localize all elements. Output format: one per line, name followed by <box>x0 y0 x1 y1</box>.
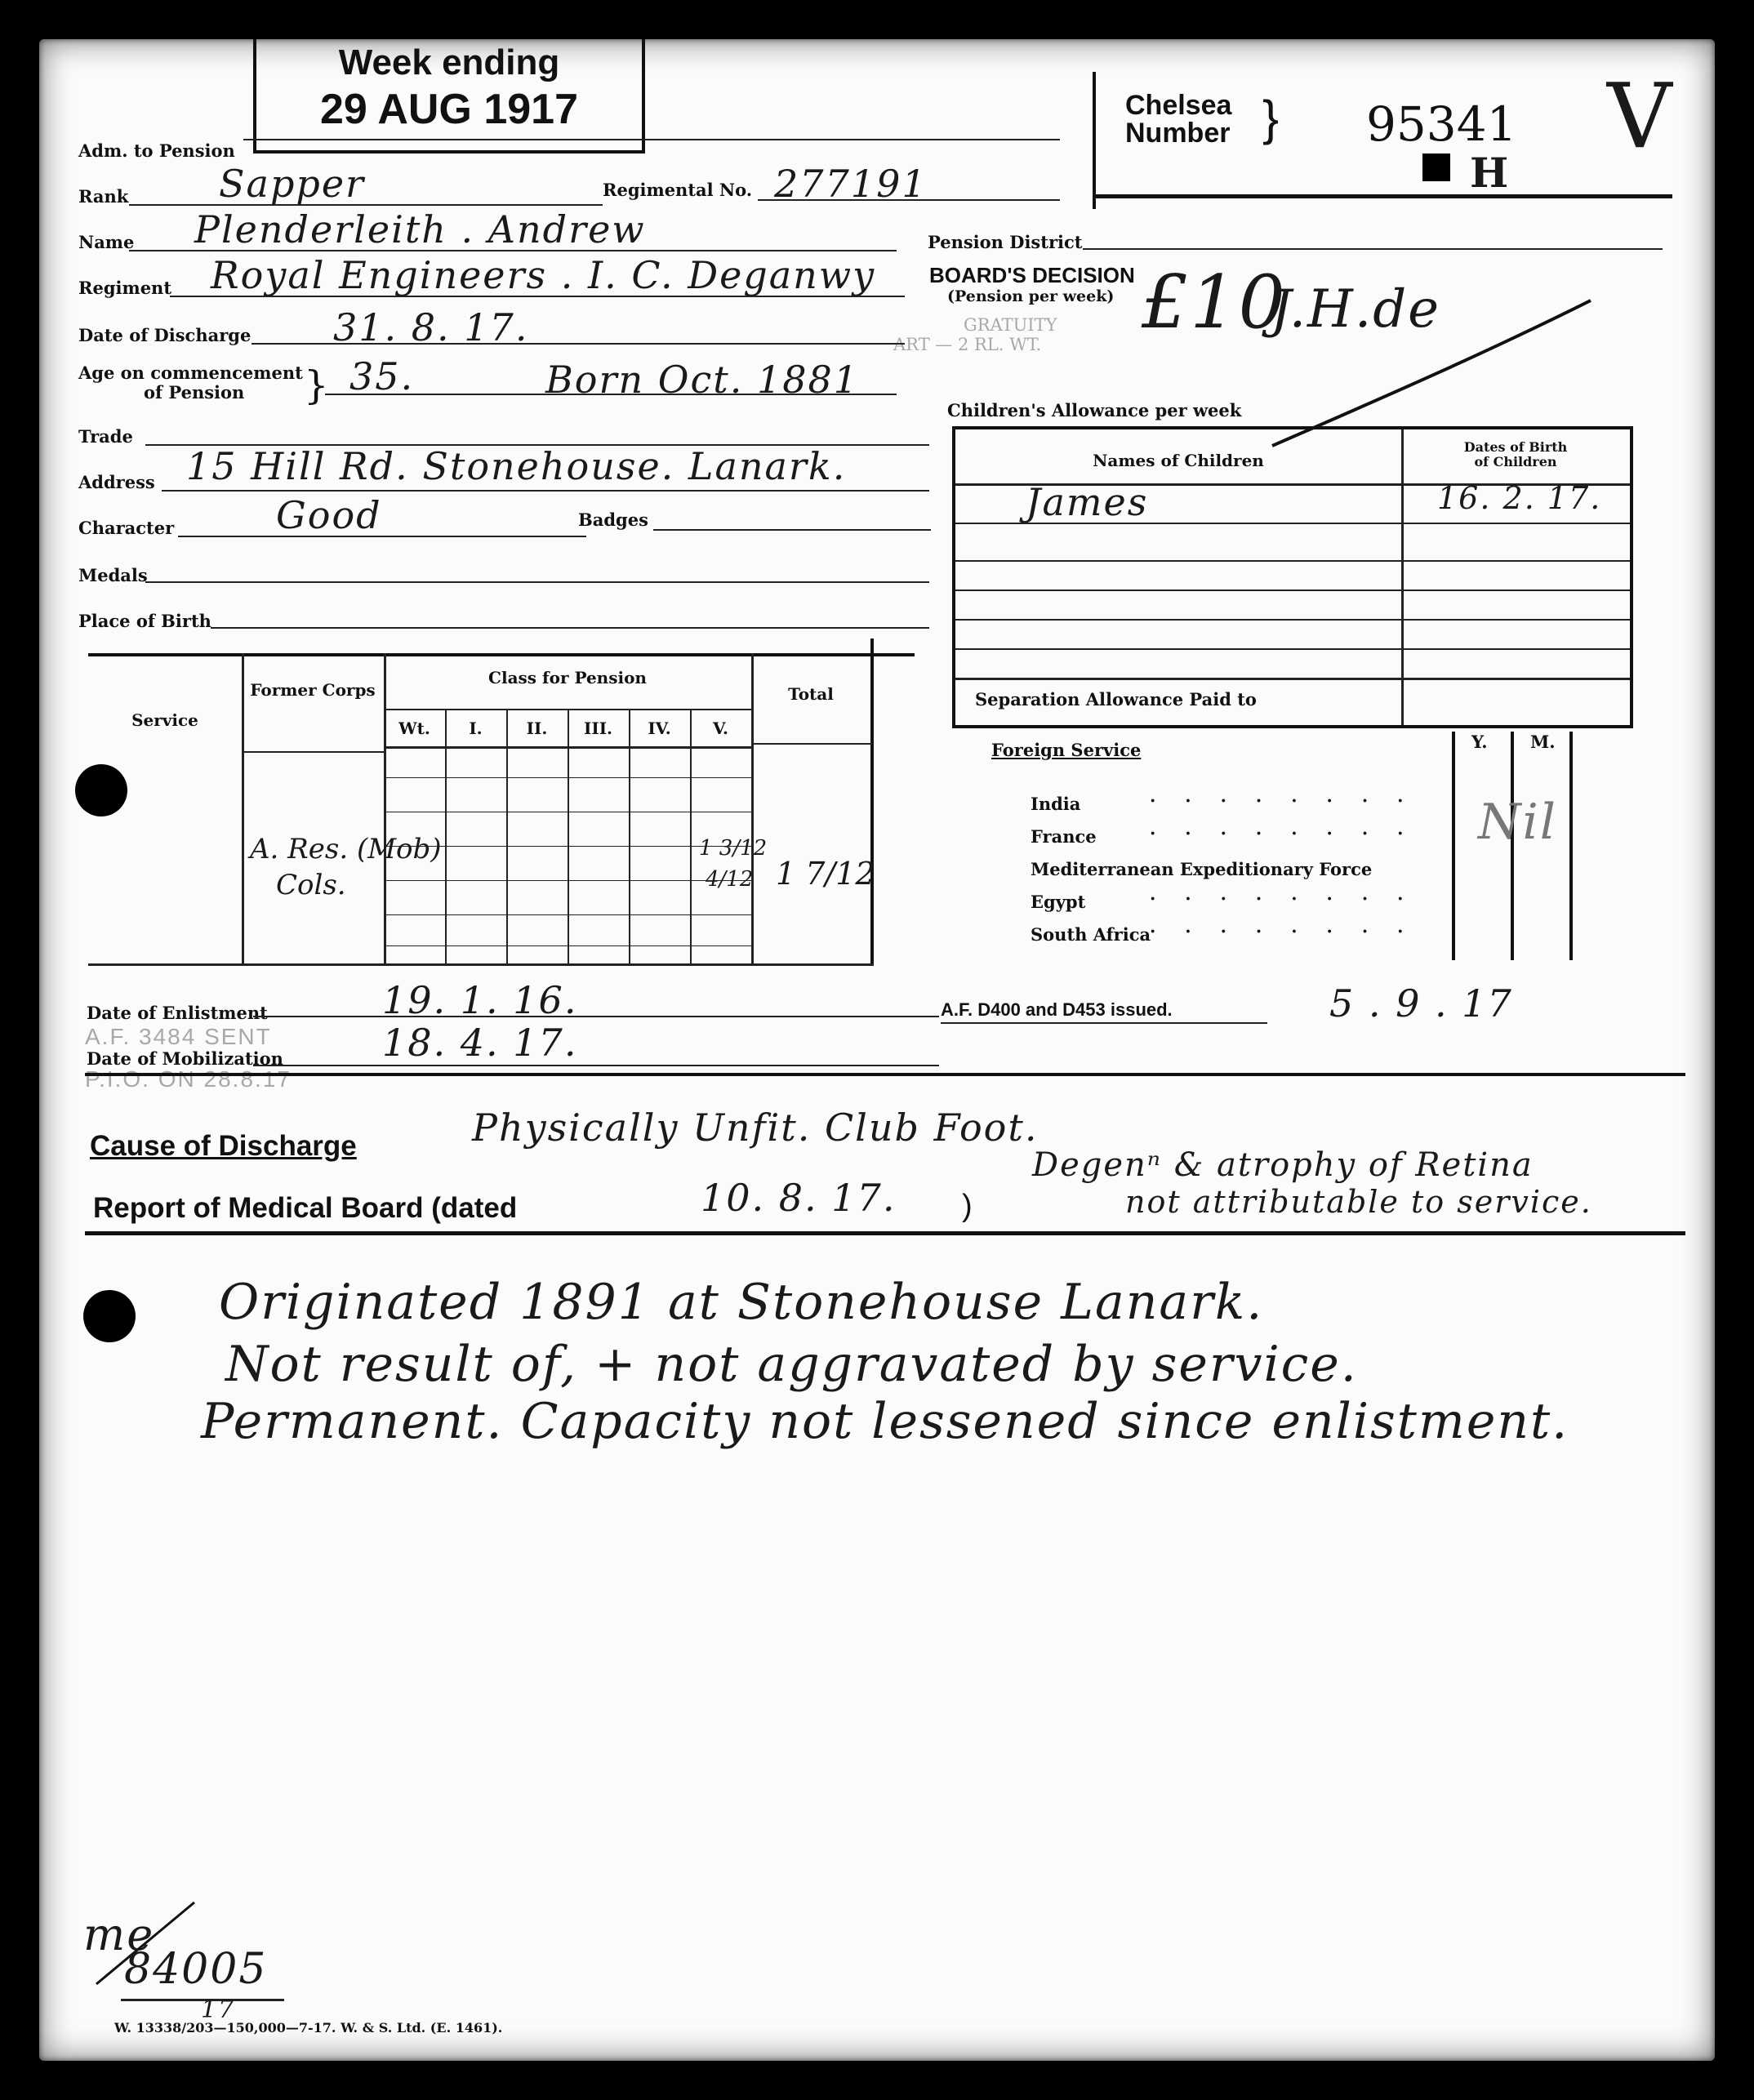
service-table-right <box>870 638 874 965</box>
regiment-line <box>170 296 905 297</box>
former-corps-header-rule <box>242 751 385 753</box>
foreign-service-row-dots: ········ <box>1150 790 1433 811</box>
trade-label: Trade <box>78 426 133 447</box>
medical-board-date: 10. 8. 17. <box>701 1176 897 1220</box>
punch-hole-bottom <box>83 1290 136 1342</box>
total-value: 1 7/12 <box>776 856 875 892</box>
total-header: Total <box>788 684 834 704</box>
chelsea-suffix: H <box>1470 149 1511 197</box>
decision-value: £10 <box>1142 260 1287 345</box>
gratuity-stamp: GRATUITY <box>964 315 1057 335</box>
former-corps-header <box>242 679 384 701</box>
date-of-mobilization-line <box>253 1065 939 1066</box>
report-bottom-rule <box>85 1231 1685 1235</box>
date-of-mobilization-value: 18. 4. 17. <box>382 1021 578 1065</box>
bottom-initials: me <box>83 1909 155 1960</box>
report-close-paren: ) <box>962 1189 973 1223</box>
age-line <box>325 394 897 395</box>
week-ending-stamp <box>253 39 645 153</box>
date-of-discharge-value: 31. 8. 17. <box>333 305 529 349</box>
character-line <box>178 536 586 537</box>
pension-per-week-label: (Pension per week) <box>947 287 1115 305</box>
name-value: Plenderleith . Andrew <box>194 207 646 251</box>
report-line-3: Permanent. Capacity not lessened since enlistment. <box>201 1393 1569 1450</box>
decision-initials: J.H.de <box>1271 279 1441 340</box>
former-corps-value-1: A. Res. (Mob) <box>250 833 442 865</box>
children-row-rule <box>955 590 1630 591</box>
punch-hole-top <box>75 764 127 816</box>
children-row-rule <box>955 648 1630 650</box>
class-col-divider <box>568 709 569 965</box>
rank-line <box>129 204 603 206</box>
service-table-top <box>88 653 915 656</box>
class-col-header: I. <box>469 719 483 738</box>
af-issued-underline <box>941 1022 1267 1024</box>
adm-to-pension-label: Adm. to Pension <box>78 140 235 161</box>
class-col-divider <box>690 709 692 965</box>
separation-allowance-label: Separation Allowance Paid to <box>975 689 1257 710</box>
number-label: Number <box>1125 118 1231 149</box>
class-col-header: III. <box>583 719 613 738</box>
af-issued-label: A.F. D400 and D453 issued. <box>941 999 1173 1020</box>
age-label-line1: Age on commencement <box>78 363 303 383</box>
service-table-bottom <box>88 963 874 966</box>
name-label: Name <box>78 232 135 252</box>
date-of-mobilization-label: Date of Mobilization <box>87 1048 283 1069</box>
born-value: Born Oct. 1881 <box>545 358 860 402</box>
date-of-enlistment-value: 19. 1. 16. <box>382 978 578 1022</box>
af-3484-stamp: A.F. 3484 SENT <box>85 1024 272 1049</box>
children-names-header: Names of Children <box>1093 451 1264 470</box>
class-col-header: IV. <box>648 719 671 738</box>
regiment-label: Regiment <box>78 278 172 298</box>
class-col-header: II. <box>526 719 548 738</box>
character-value: Good <box>276 493 382 537</box>
report-line-1: Originated 1891 at Stonehouse Lanark. <box>219 1274 1264 1331</box>
badges-label: Badges <box>578 509 648 530</box>
foreign-service-row-label: South Africa <box>1031 924 1151 945</box>
foreign-service-row-label: India <box>1031 794 1081 814</box>
class-col-header: V. <box>713 719 728 738</box>
class-row-rule <box>384 914 751 915</box>
week-ending-label: Week ending <box>338 42 560 82</box>
boards-decision-label: BOARD'S DECISION <box>929 263 1135 287</box>
class-col-divider <box>445 709 447 965</box>
pension-district-label: Pension District <box>928 232 1083 252</box>
cause-line-1: Physically Unfit. Club Foot. <box>472 1106 1039 1150</box>
check-mark: V <box>1607 64 1674 168</box>
rank-label: Rank <box>78 186 129 207</box>
foreign-service-value: Nil <box>1478 794 1557 851</box>
class-row-rule <box>384 945 751 946</box>
adm-to-pension-line <box>243 139 1060 140</box>
class-col-header: Wt. <box>398 719 430 738</box>
childrens-allowance-label: Children's Allowance per week <box>947 400 1242 420</box>
pio-stamp: P.I.O. ON 28.8.17 <box>85 1066 292 1092</box>
children-table <box>952 426 1633 728</box>
children-row-rule <box>955 678 1630 680</box>
gratuity-note: ART — 2 RL. WT. <box>893 335 1042 354</box>
foreign-service-row-label: Egypt <box>1031 892 1086 912</box>
class-col-divider <box>506 709 508 965</box>
foreign-col-y: Y. <box>1471 732 1488 752</box>
cause-of-discharge-label: Cause of Discharge <box>90 1130 357 1162</box>
chelsea-box-bottom <box>1093 194 1672 198</box>
week-ending-date: 29 AUG 1917 <box>319 86 579 133</box>
report-line-2: Not result of, + not aggravated by service. <box>225 1336 1358 1393</box>
cause-line-2: Degenⁿ & atrophy of Retina <box>1032 1146 1534 1184</box>
children-row-rule <box>955 619 1630 621</box>
address-label: Address <box>78 472 155 492</box>
foreign-service-row-label: France <box>1031 826 1097 847</box>
age-value: 35. <box>349 354 415 398</box>
foreign-service-header: Foreign Service <box>991 740 1142 760</box>
child-dob: 16. 2. 17. <box>1437 480 1602 516</box>
regimental-no-line <box>758 199 1060 201</box>
foreign-col-m: M. <box>1530 732 1556 752</box>
report-medical-board-label: Report of Medical Board (dated <box>93 1192 518 1224</box>
date-of-discharge-line <box>252 343 905 345</box>
regiment-value: Royal Engineers . I. C. Deganwy <box>211 253 876 297</box>
date-of-enlistment-label: Date of Enlistment <box>87 1003 268 1023</box>
children-row-rule <box>955 560 1630 562</box>
address-line <box>162 490 929 492</box>
child-name: James <box>1026 480 1149 524</box>
regimental-no-label: Regimental No. <box>603 180 753 200</box>
chelsea-brace: } <box>1262 91 1280 145</box>
foreign-service-row-dots: ········ <box>1150 823 1433 843</box>
former-corps-col-divider <box>384 653 386 965</box>
address-value: 15 Hill Rd. Stonehouse. Lanark. <box>186 444 847 488</box>
former-corps-text: Former Corps <box>250 680 376 700</box>
place-of-birth-label: Place of Birth <box>78 611 211 631</box>
class-v-value-2: 4/12 <box>706 867 754 892</box>
character-label: Character <box>78 518 175 538</box>
af-issued-date: 5 . 9 . 17 <box>1329 981 1513 1026</box>
service-header: Service <box>131 710 198 730</box>
printer-line: W. 13338/203—150,000—7-17. W. & S. Ltd. (E. 1461). <box>114 2020 503 2035</box>
rank-value: Sapper <box>219 162 366 206</box>
age-label-line2: of Pension <box>144 382 245 403</box>
age-brace: } <box>304 363 329 408</box>
former-corps-value-2: Cols. <box>276 869 346 901</box>
regimental-no-value: 277191 <box>774 162 928 206</box>
medals-line <box>145 581 929 583</box>
class-v-value-1: 1 3/12 <box>699 836 768 861</box>
date-of-enlistment-line <box>253 1016 939 1017</box>
black-square-mark <box>1422 153 1450 181</box>
date-of-discharge-label: Date of Discharge <box>78 325 252 345</box>
children-divider <box>1401 429 1404 725</box>
foreign-col-line-3 <box>1569 732 1573 960</box>
foreign-service-row-label: Mediterranean Expeditionary Force <box>1031 859 1373 879</box>
foreign-service-row-dots: ········ <box>1150 921 1433 941</box>
class-row-rule <box>384 777 751 778</box>
class-for-pension-header: Class for Pension <box>488 668 647 687</box>
class-row-rule <box>384 880 751 881</box>
pension-district-line <box>1083 248 1663 250</box>
chelsea-label: Chelsea <box>1125 90 1232 121</box>
badges-line <box>653 529 931 531</box>
foreign-col-line-1 <box>1452 732 1455 960</box>
cause-line-3: not attributable to service. <box>1125 1184 1592 1220</box>
chelsea-number: 95341 <box>1366 96 1517 152</box>
total-header-rule <box>751 743 872 745</box>
medals-label: Medals <box>78 565 148 585</box>
children-dob-header-2: of Children <box>1474 454 1557 469</box>
name-line <box>129 250 897 251</box>
pension-record-card <box>39 39 1715 2061</box>
class-col-divider <box>629 709 630 965</box>
foreign-service-row-dots: ········ <box>1150 888 1433 909</box>
chelsea-box-left <box>1093 72 1096 209</box>
place-of-birth-line <box>211 627 929 629</box>
cause-top-rule <box>85 1073 1685 1076</box>
bottom-number: 84005 <box>124 1945 268 1994</box>
children-dob-header-1: Dates of Birth <box>1463 439 1568 455</box>
bottom-sub: 17 <box>201 1995 236 2024</box>
